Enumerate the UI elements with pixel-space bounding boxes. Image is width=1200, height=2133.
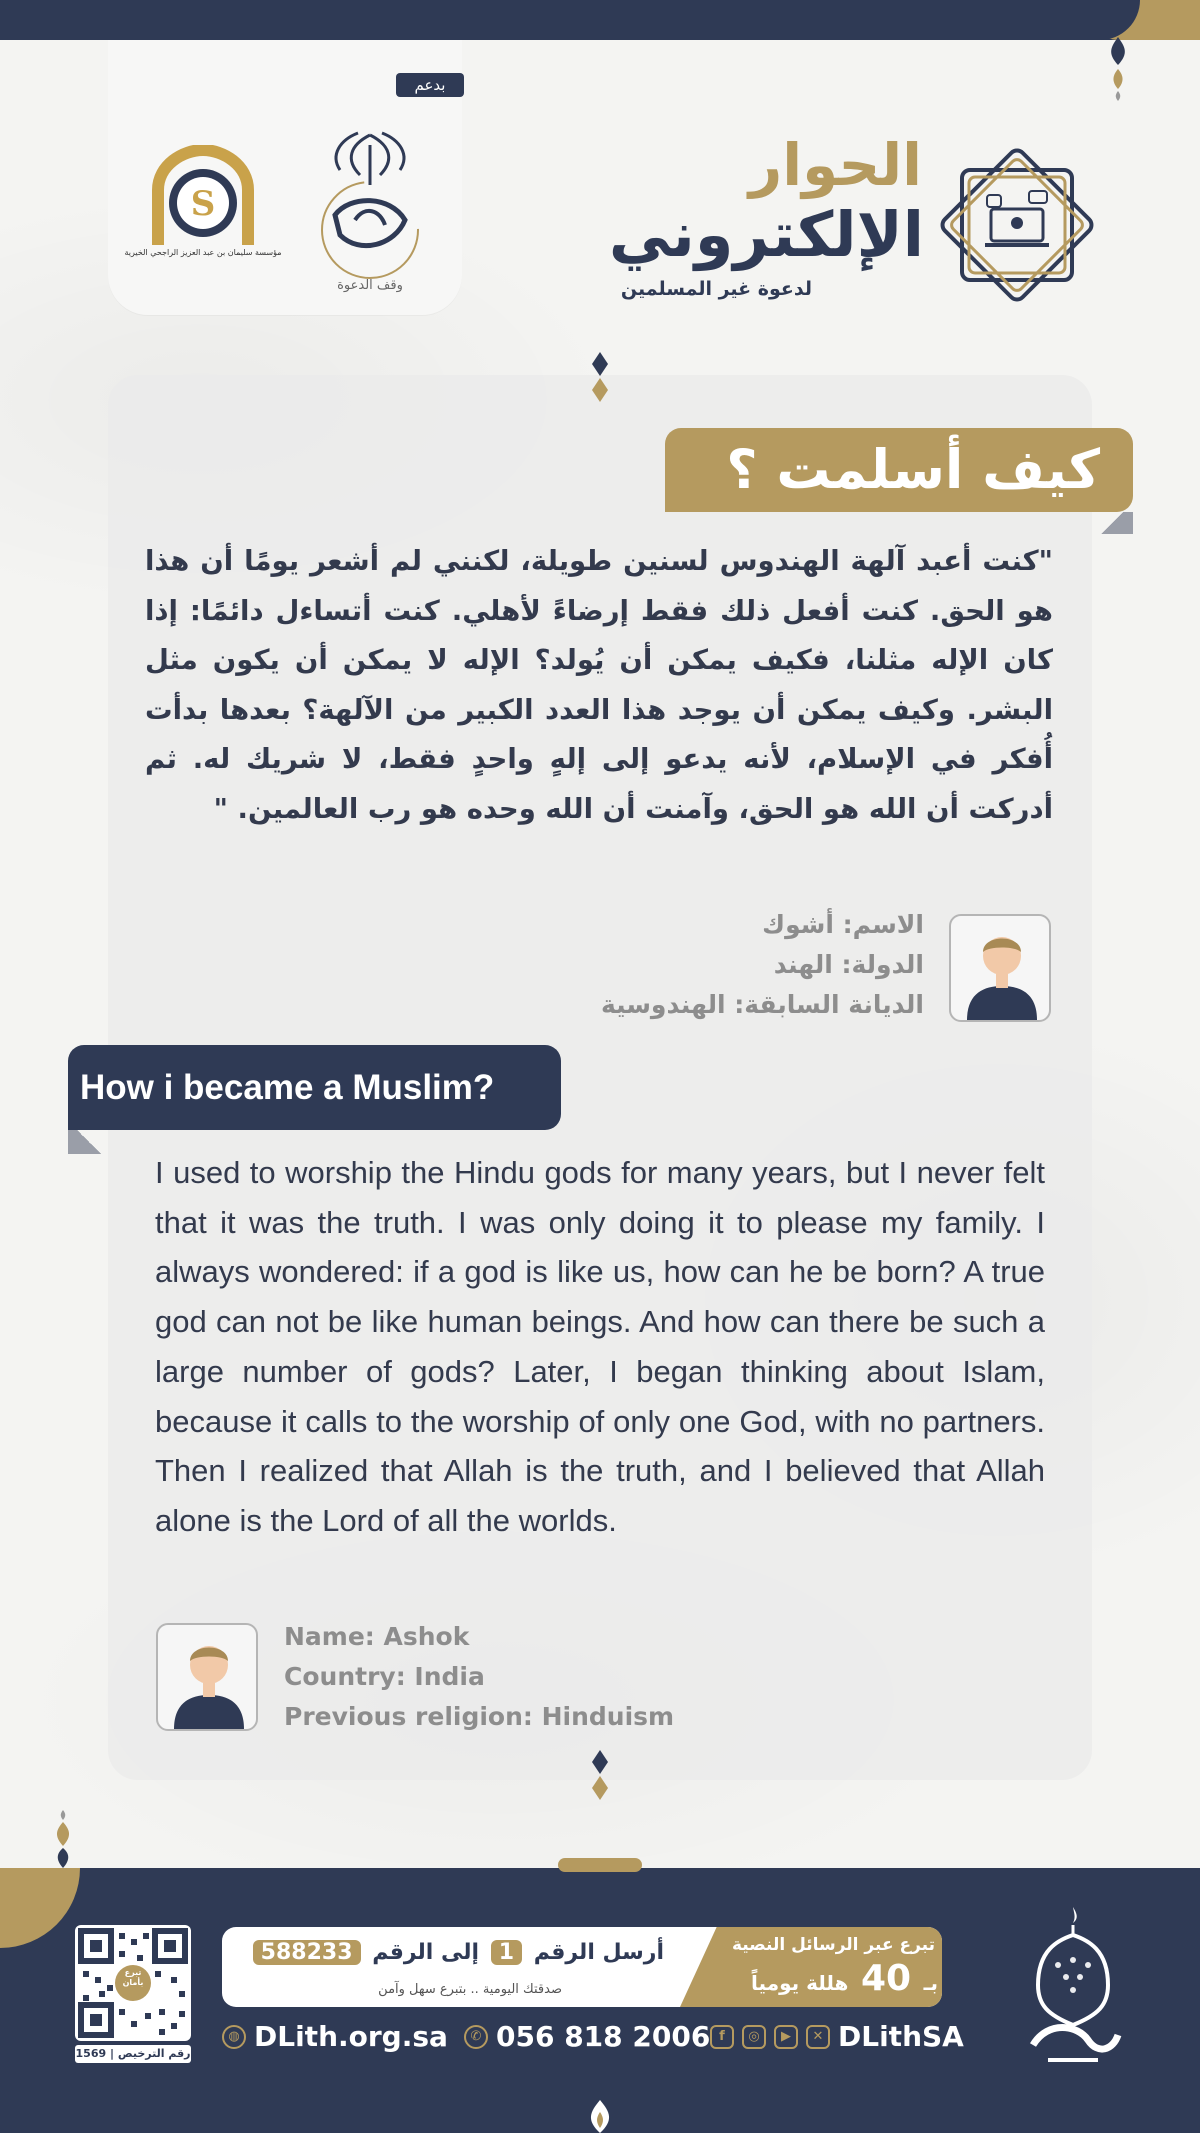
- rajhi-endowment-logo: [300, 125, 440, 295]
- sms-instructions: أرسل الرقم 1 إلى الرقم 588233: [249, 1940, 664, 1965]
- english-country: Country: India: [284, 1662, 485, 1691]
- brand-title-line2: الإلكتروني: [608, 198, 924, 271]
- footer-notch: [558, 1858, 642, 1872]
- laptop-emblem-icon: [940, 148, 1094, 302]
- sms-tagline: صدقتك اليومية .. بتبرع سهل وآمن: [378, 1982, 562, 1997]
- youtube-icon[interactable]: ▶: [774, 2025, 798, 2049]
- contact-row: [222, 2020, 982, 2060]
- brand-title-line1: الحوار: [748, 131, 922, 199]
- sms-number[interactable]: 588233: [253, 1940, 361, 1965]
- facebook-icon[interactable]: f: [710, 2025, 734, 2049]
- x-icon[interactable]: ✕: [806, 2025, 830, 2049]
- foundation-caption: مؤسسة سليمان بن عبد العزيز الراجحي الخيرية: [124, 248, 282, 257]
- qr-badge: تبرع بأمان: [122, 1968, 144, 1987]
- instagram-icon[interactable]: ◎: [742, 2025, 766, 2049]
- dlith-logo: [1018, 1905, 1128, 2077]
- diamond-ornament-icon: [590, 352, 610, 404]
- avatar: [949, 914, 1051, 1022]
- license-number: 1569 | رقم الترخيص: [75, 2045, 191, 2063]
- social-links[interactable]: f ◎ ▶ ✕ DLithSA: [710, 2020, 964, 2053]
- arabic-testimony-text: "كنت أعبد آلهة الهندوس لسنين طويلة، لكنني لم أشعر يومًا أن هذا هو الحق. كنت أفعل ذلك فقط إرضاءً لأهلي. كنت أتساءل دائمًا: إذا كان الإله مثلنا، فكيف يمكن أن يُولد؟ الإله لا يمكن أن يكون مثل البشر. وكيف يمكن أن يوجد هذا العدد الكبير من الآلهة؟ بعدها بدأت أُفكر في الإسلام، لأنه يدعو إلى إلهٍ واحدٍ فقط، لا شريك له. ثم أدركت أن الله هو الحق، وآمنت أن الله وحده هو رب العالمين. ": [145, 545, 1053, 825]
- globe-icon: ◍: [222, 2025, 246, 2049]
- english-religion: Previous religion: Hinduism: [284, 1702, 675, 1731]
- english-name: Name: Ashok: [284, 1622, 470, 1651]
- whatsapp-icon: ✆: [464, 2025, 488, 2049]
- arabic-title-fold: [1092, 512, 1133, 534]
- phone-link[interactable]: ✆ 056 818 2006: [464, 2020, 710, 2053]
- avatar: [156, 1623, 258, 1731]
- lamp-ornament-icon: [580, 2100, 620, 2133]
- arabic-religion: الديانة السابقة: الهندوسية: [600, 990, 924, 1019]
- website-link[interactable]: ◍ DLith.org.sa: [222, 2020, 448, 2053]
- person-icon: [158, 1625, 258, 1731]
- arabic-title: كيف أسلمت ؟: [726, 438, 1100, 501]
- sponsor-label: بدعم: [396, 73, 464, 97]
- brand-subtitle: لدعوة غير المسلمين: [620, 278, 812, 300]
- rajhi-caption: وقف الدعوة: [337, 278, 403, 293]
- arabic-name: الاسم: أشوك: [762, 910, 924, 939]
- donate-label: تبرع عبر الرسائل النصية: [732, 1935, 935, 1955]
- person-icon: [951, 916, 1051, 1022]
- lamp-ornament-icon: [48, 1808, 78, 1870]
- arabic-country: الدولة: الهند: [773, 950, 924, 979]
- english-title: How i became a Muslim?: [80, 1068, 495, 1107]
- sms-code: 1: [491, 1940, 522, 1965]
- lamp-ornament-icon: [1103, 35, 1133, 101]
- english-testimony-text: I used to worship the Hindu gods for many years, but I never felt that it was the truth. I was only doing it to please my family. I always wondered: if a god is like us, how can he be born? A true god can not be like human beings. And how can there be such a large number of gods? Later, I began thinking about Islam, because it calls to the worship of only one God, with no partners. Then I realized that Allah is the truth, and I believed that Allah alone is the Lord of all the worlds.: [155, 1155, 1045, 1538]
- english-title-fold: [68, 1130, 110, 1154]
- diamond-ornament-icon: [590, 1750, 610, 1802]
- donate-amount: بـ 40 هللة يومياً: [751, 1958, 938, 1999]
- svg-text:S: S: [190, 184, 216, 224]
